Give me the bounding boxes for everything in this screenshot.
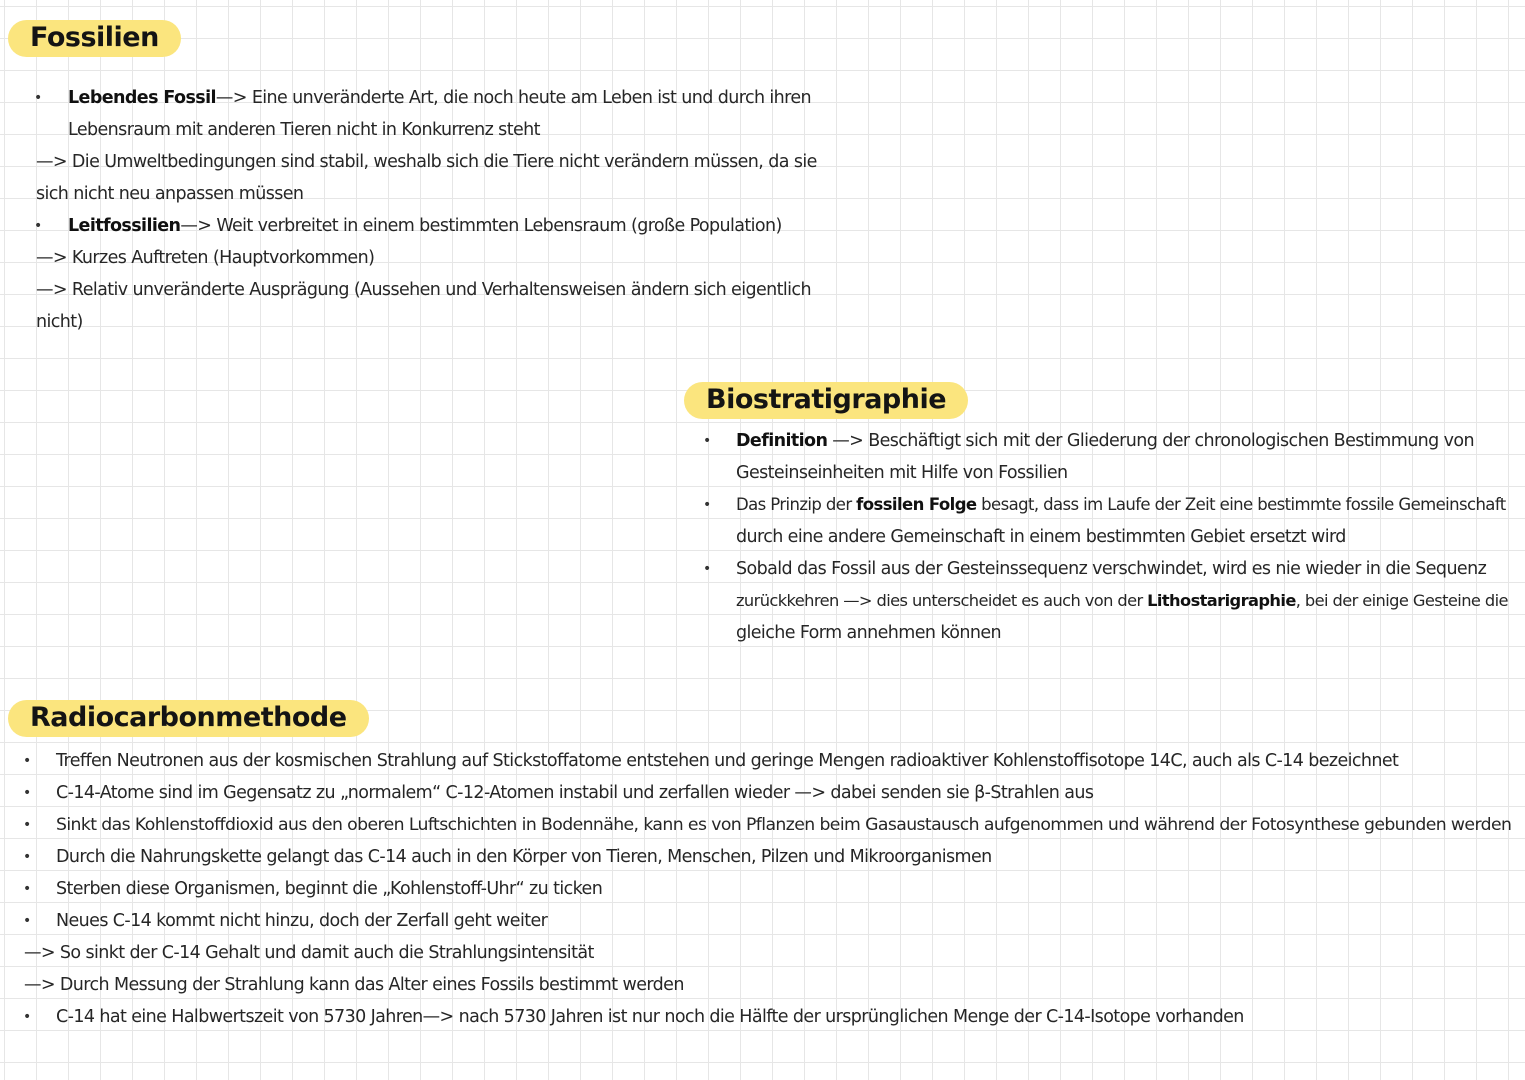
radio-arrow-2: —> Durch Messung der Strahlung kann das Alter eines Fossils bestimmt werden <box>24 975 684 995</box>
bullet: • <box>34 218 43 234</box>
bullet: • <box>23 849 32 865</box>
text: —> Beschäftigt sich mit der Gliederung der chronologischen Bestimmung von <box>827 431 1475 451</box>
bullet: • <box>703 561 712 577</box>
bullet: • <box>34 90 43 106</box>
bullet: • <box>23 1009 32 1025</box>
biostrat-bullet-1 <box>736 425 1474 457</box>
text: Das Prinzip der <box>736 495 857 514</box>
radio-arrow-1: —> So sinkt der C-14 Gehalt und damit auch die Strahlungsintensität <box>24 943 594 963</box>
text: zurückkehren —> dies unterscheidet es auch von der <box>736 591 1148 610</box>
heading-radiocarbonmethode: Radiocarbonmethode <box>8 700 369 737</box>
biostrat-bullet-2 <box>736 489 1506 521</box>
bullet: • <box>23 881 32 897</box>
radio-line-4: Durch die Nahrungskette gelangt das C-14 auch in den Körper von Tieren, Menschen, Pilzen und Mikroorganismen <box>56 847 992 867</box>
radio-line-5: Sterben diese Organismen, beginnt die „Kohlenstoff-Uhr“ zu ticken <box>56 879 603 899</box>
bullet: • <box>23 785 32 801</box>
fossilien-arrow-3-cont: nicht) <box>36 312 83 332</box>
bullet: • <box>23 913 32 929</box>
fossilien-arrow-3: —> Relativ unveränderte Ausprägung (Aussehen und Verhaltensweisen ändern sich eigentlich <box>36 280 811 300</box>
fossilien-bullet-1-cont: Lebensraum mit anderen Tieren nicht in Konkurrenz steht <box>68 120 540 140</box>
text: —> Weit verbreitet in einem bestimmten Lebensraum (große Population) <box>180 216 782 236</box>
heading-biostratigraphie: Biostratigraphie <box>684 382 968 419</box>
biostrat-bullet-2-cont: durch eine andere Gemeinschaft in einem bestimmten Gebiet ersetzt wird <box>736 527 1346 547</box>
heading-fossilien: Fossilien <box>8 20 181 57</box>
fossilien-arrow-2: —> Kurzes Auftreten (Hauptvorkommen) <box>36 248 375 268</box>
radio-line-2: C-14-Atome sind im Gegensatz zu „normalem“ C-12-Atomen instabil und zerfallen wieder —> dabei senden sie β-Strahlen aus <box>56 783 1094 803</box>
bullet: • <box>23 817 32 833</box>
bullet: • <box>703 433 712 449</box>
radio-line-6: Neues C-14 kommt nicht hinzu, doch der Zerfall geht weiter <box>56 911 548 931</box>
biostrat-bullet-3: Sobald das Fossil aus der Gesteinssequenz verschwindet, wird es nie wieder in die Sequenz <box>736 559 1487 579</box>
term-leitfossilien: Leitfossilien <box>68 216 181 236</box>
fossilien-bullet-1 <box>68 82 811 114</box>
fossilien-arrow-1-cont: sich nicht neu anpassen müssen <box>36 184 304 204</box>
bullet: • <box>703 497 712 513</box>
text: , bei der einige Gesteine die <box>1295 591 1508 610</box>
text: —> Eine unveränderte Art, die noch heute am Leben ist und durch ihren <box>215 88 812 108</box>
radio-line-3: Sinkt das Kohlenstoffdioxid aus den oberen Luftschichten in Bodennähe, kann es von Pflanzen beim Gasaustausch aufgenommen und während der Fotosynthese gebunden werden <box>56 815 1512 835</box>
biostrat-bullet-3-cont <box>736 585 1508 617</box>
term-fossile-folge: fossilen Folge <box>856 495 977 514</box>
term-lithostarigraphie: Lithostarigraphie <box>1147 591 1296 610</box>
text: besagt, dass im Laufe der Zeit eine bestimmte fossile Gemeinschaft <box>976 495 1506 514</box>
fossilien-arrow-1: —> Die Umweltbedingungen sind stabil, weshalb sich die Tiere nicht verändern müssen, da sie <box>36 152 817 172</box>
fossilien-bullet-2 <box>68 210 782 242</box>
radio-line-9: C-14 hat eine Halbwertszeit von 5730 Jahren—> nach 5730 Jahren ist nur noch die Hälfte der ursprünglichen Menge der C-14-Isotope vorhanden <box>56 1007 1244 1027</box>
biostrat-bullet-3-cont2: gleiche Form annehmen können <box>736 623 1001 643</box>
term-lebendes-fossil: Lebendes Fossil <box>68 88 216 108</box>
biostrat-bullet-1-cont: Gesteinseinheiten mit Hilfe von Fossilien <box>736 463 1068 483</box>
radio-line-1: Treffen Neutronen aus der kosmischen Strahlung auf Stickstoffatome entstehen und geringe Mengen radioaktiver Kohlenstoffisotope 14C, auch als C-14 bezeichnet <box>56 751 1399 771</box>
bullet: • <box>23 753 32 769</box>
term-definition: Definition <box>736 431 828 451</box>
